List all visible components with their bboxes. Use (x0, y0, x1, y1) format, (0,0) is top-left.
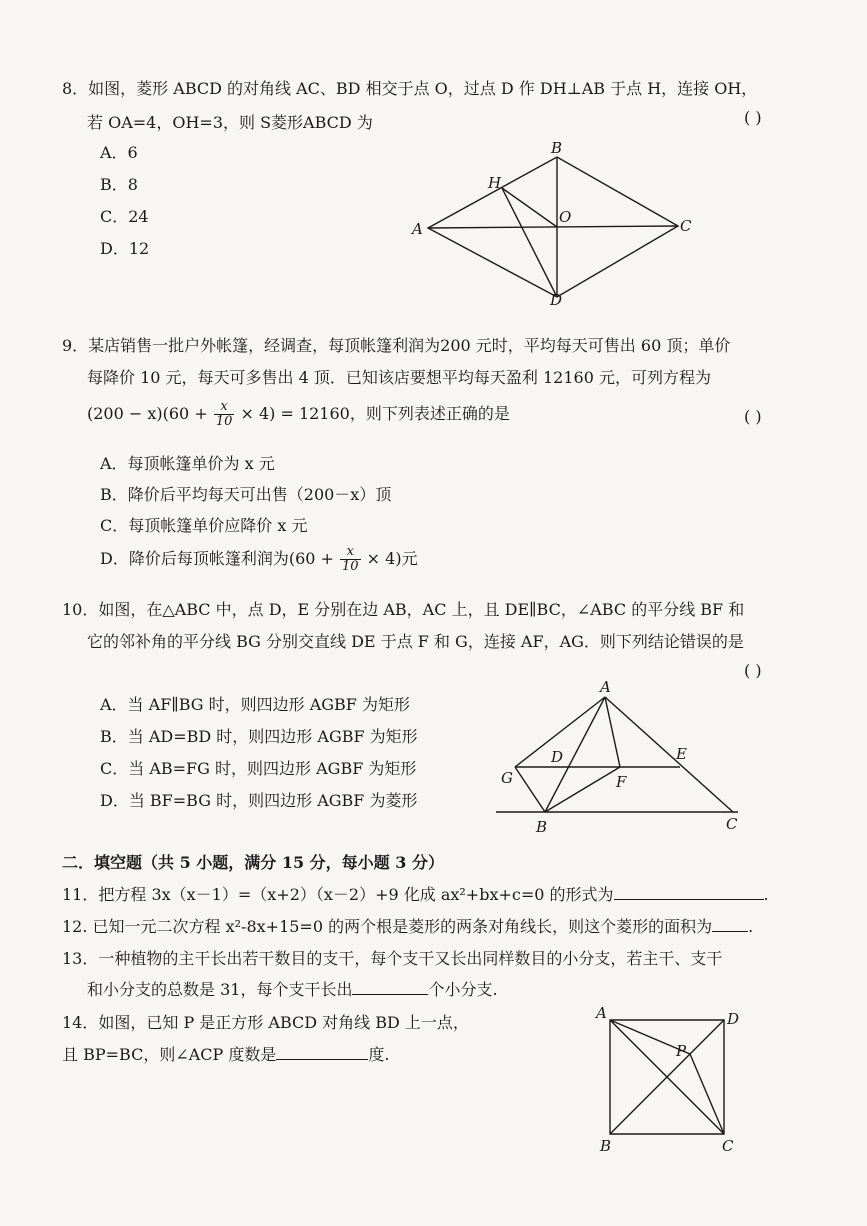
q10-option-c: C．当 AB=FG 时，则四边形 AGBF 为矩形 (100, 759, 417, 778)
q13-answer-blank[interactable] (352, 980, 428, 995)
segment-oh (502, 188, 557, 227)
q9-eq-fraction: $\frac{x}{10}$ (215, 399, 233, 429)
label-d: D (727, 1010, 740, 1028)
label-o: O (559, 208, 572, 226)
q9-option-c: C．每顶帐篷单价应降价 x 元 (100, 516, 308, 535)
label-a: A (600, 678, 611, 696)
q10-line1: 10．如图，在△ABC 中，点 D，E 分别在边 AB，AC 上，且 DE∥BC，∠ABC 的平分线 BF 和 (62, 600, 745, 619)
label-c: C (722, 1137, 734, 1155)
label-b: B (536, 818, 548, 836)
label-f: F (616, 773, 627, 791)
label-d: D (550, 291, 563, 309)
q14-line1: 14．如图，已知 P 是正方形 ABCD 对角线 BD 上一点， (62, 1013, 469, 1032)
label-p: P (676, 1042, 687, 1060)
q8-rhombus-figure (400, 140, 710, 310)
label-b: B (600, 1137, 612, 1155)
q9-eq-post: × 4) = 12160，则下列表述正确的是 (240, 404, 510, 423)
section-title: 二．填空题（共 5 小题，满分 15 分，每小题 3 分） (62, 853, 444, 872)
q8-option-c: C．24 (100, 207, 149, 226)
q12-answer-blank[interactable] (712, 917, 748, 932)
label-c: C (726, 815, 738, 833)
label-g: G (501, 769, 513, 787)
segment-pc (690, 1054, 724, 1134)
q14-square-figure (590, 1000, 750, 1160)
q10-answer-paren: ( ) (744, 661, 762, 680)
q9-equation (87, 400, 510, 429)
q13-line1: 13．一种植物的主干长出若干数目的支干，每个支干又长出同样数目的小分支，若主干、支干 (62, 949, 723, 968)
q9-option-b: B．降价后平均每天可出售（200－x）顶 (100, 485, 392, 504)
q9-answer-paren: ( ) (744, 407, 762, 426)
q14-answer-blank[interactable] (276, 1045, 368, 1060)
label-d: D (551, 748, 564, 766)
q9-option-a: A．每顶帐篷单价为 x 元 (100, 454, 275, 473)
q8-line1: 8．如图，菱形 ABCD 的对角线 AC、BD 相交于点 O，过点 D 作 DH⊥AB 于点 H，连接 OH， (62, 79, 758, 98)
q8-line2: 若 OA=4，OH=3，则 S菱形ABCD 为 (87, 113, 373, 132)
q9-option-d: D．降价后每顶帐篷利润为(60 + $\frac{x}{10}$ × 4)元 (100, 544, 418, 574)
diagonal-ac (428, 226, 678, 228)
q11-answer-blank[interactable] (614, 885, 764, 900)
q9-optd-fraction: $\frac{x}{10}$ (342, 544, 359, 574)
q9-line2: 每降价 10 元，每天可多售出 4 顶．已知该店要想平均每天盈利 12160 元，可列方程为 (87, 368, 711, 387)
segment-bg (515, 767, 545, 812)
q10-option-d: D．当 BF=BG 时，则四边形 AGBF 为菱形 (100, 791, 418, 810)
segment-dh (502, 188, 557, 297)
q8-option-a: A．6 (100, 143, 138, 162)
label-h: H (488, 174, 502, 192)
q8-answer-paren: ( ) (744, 108, 762, 127)
q9-line1: 9．某店销售一批户外帐篷，经调查，每顶帐篷利润为200 元时，平均每天可售出 60 顶；单价 (62, 336, 731, 355)
q10-option-a: A．当 AF∥BG 时，则四边形 AGBF 为矩形 (100, 695, 410, 714)
q13-line2: 和小分支的总数是 31，每个支干长出 个小分支. (87, 980, 498, 999)
label-a: A (412, 220, 423, 238)
label-a: A (596, 1004, 607, 1022)
label-e: E (676, 745, 687, 763)
q10-triangle-figure (490, 672, 750, 842)
q10-line2: 它的邻补角的平分线 BG 分别交直线 DE 于点 F 和 G，连接 AF，AG．则下列结论错误的是 (87, 632, 744, 651)
q9-eq-pre: (200 − x)(60 + (87, 404, 208, 423)
q8-option-b: B．8 (100, 175, 138, 194)
segment-af (605, 697, 620, 767)
side-ac (605, 697, 733, 812)
q14-line2: 且 BP=BC，则∠ACP 度数是 度. (62, 1045, 390, 1064)
label-c: C (680, 217, 692, 235)
label-b: B (551, 140, 563, 157)
q10-option-b: B．当 AD=BD 时，则四边形 AGBF 为矩形 (100, 727, 418, 746)
q8-option-d: D．12 (100, 239, 150, 258)
q11: 11．把方程 3x（x－1）=（x+2）（x－2）+9 化成 ax²+bx+c=0 的形式为 . (62, 885, 769, 904)
q12: 12. 已知一元二次方程 x²-8x+15=0 的两个根是菱形的两条对角线长，则这个菱形的面积为 . (62, 917, 754, 936)
